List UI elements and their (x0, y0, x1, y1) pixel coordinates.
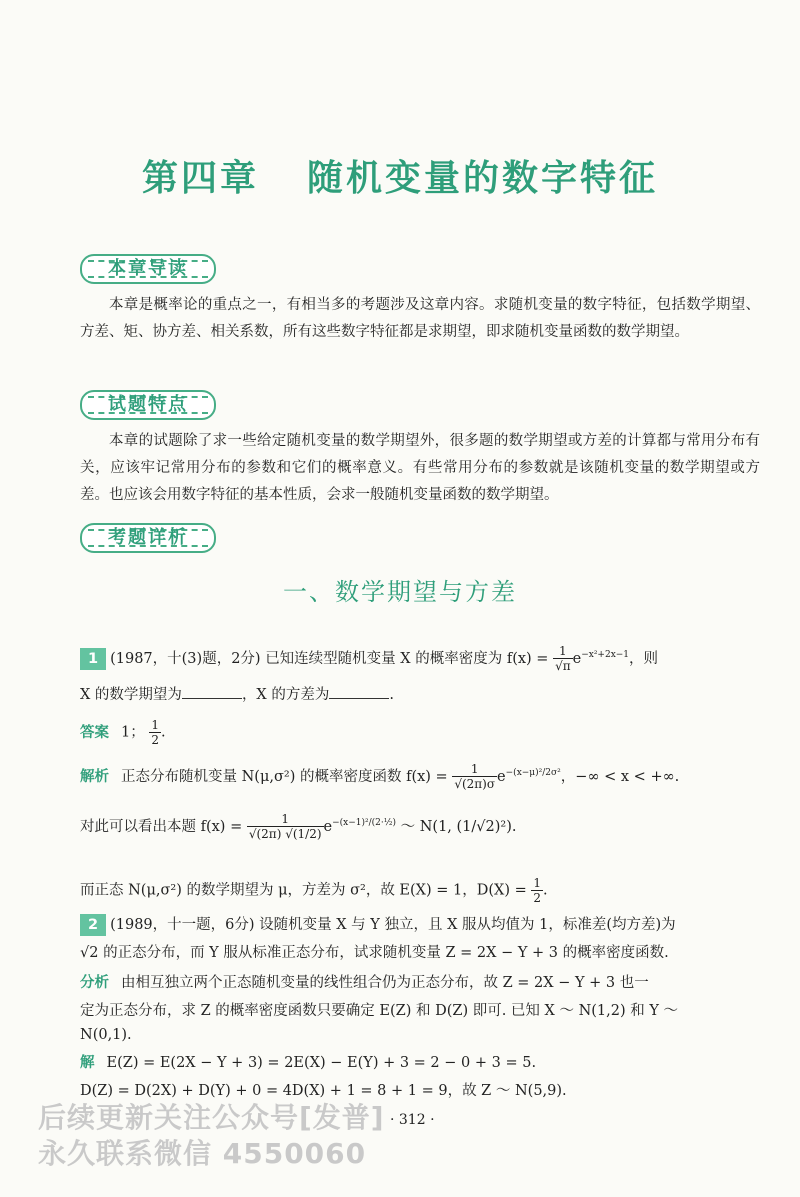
q1-solution-2: 对此可以看出本题 f(x) = $\frac{1}{√(2\pi) √(1/2)}$ $e^{-(x-1)^2/(2\cdot\frac{1}{2})}$ ～ N(1, (1/√2)²). (80, 812, 517, 842)
q1-answer: 答案 1； $\frac{1}{2}$ . (80, 718, 166, 747)
tag-exam-analysis: 考题详析 (80, 523, 216, 553)
chapter-title: 第四章 随机变量的数字特征 (141, 157, 659, 199)
page-number: · 312 · (390, 1112, 435, 1128)
q2-analysis-3: N(0,1). (80, 1027, 132, 1043)
q2-solution-2: D(Z) = D(2X) + D(Y) + 0 = 4D(X) + 1 = 8 + 1 = 9，故 Z ～ N(5,9). (80, 1083, 567, 1099)
q2-stem: 2 (1989，十一题，6分) 设随机变量 X 与 Y 独立，且 X 服从均值为 1，标准差(均方差)为 (80, 914, 770, 936)
section-title: 一、数学期望与方差 (283, 578, 517, 606)
guide-paragraph: 本章是概率论的重点之一，有相当多的考题涉及这章内容。求随机变量的数字特征，包括数学期望、方差、矩、协方差、相关系数，所有这些数字特征都是求期望，即求随机变量函数的数学期望。 (80, 297, 760, 340)
q2-number: 2 (80, 914, 106, 936)
watermark-line-1: 后续更新关注公众号[发普] (38, 1101, 385, 1134)
q1-solution-3: 而正态 N(μ,σ²) 的数学期望为 μ，方差为 σ²，故 E(X) = 1，D(X) = $\frac{1}{2}$ . (80, 876, 548, 905)
q2-stem-line2: √2 的正态分布，而 Y 服从标准正态分布，试求随机变量 Z = 2X − Y + 3 的概率密度函数. (80, 945, 669, 961)
q2-analysis-2: 定为正态分布，求 Z 的概率密度函数只要确定 E(Z) 和 D(Z) 即可. 已知 X ～ N(1,2) 和 Y ～ (80, 1003, 679, 1019)
q1-solution-1: 解析 正态分布随机变量 N(μ,σ²) 的概率密度函数 f(x) = $\frac{1}{√(2\pi)\sigma}$ $e^{-(x-\mu)^2/2\sigma^2}$，−∞ < x < +∞. (80, 762, 680, 792)
watermark-line-2: 永久联系微信 4550060 (38, 1137, 367, 1170)
features-paragraph: 本章的试题除了求一些给定随机变量的数学期望外，很多题的数学期望或方差的计算都与常用分布有关，应该牢记常用分布的参数和它们的概率意义。有些常用分布的参数就是该随机变量的数学期望或方差。也应该会用数字特征的基本性质，会求一般随机变量函数的数学期望。 (80, 433, 760, 503)
tag-exam-features: 试题特点 (80, 390, 216, 420)
tag-chapter-guide: 本章导读 (80, 254, 216, 284)
q1-blank-2 (329, 684, 389, 699)
q2-analysis-1: 分析 由相互独立两个正态随机变量的线性组合仍为正态分布，故 Z = 2X − Y + 3 也一 (80, 975, 649, 991)
q1-number: 1 (80, 648, 106, 670)
q1-stem-line2: X 的数学期望为 ，X 的方差为 . (80, 684, 770, 706)
q2-solution-1: 解 E(Z) = E(2X − Y + 3) = 2E(X) − E(Y) + 3 = 2 − 0 + 3 = 5. (80, 1055, 537, 1071)
q1-blank-1 (182, 684, 242, 699)
q1-stem: 1 (1987，十(3)题，2分) 已知连续型随机变量 X 的概率密度为 f(x) = $\frac{1}{√\pi}$ $e^{-x^2+2x-1}$，则 (80, 644, 770, 673)
